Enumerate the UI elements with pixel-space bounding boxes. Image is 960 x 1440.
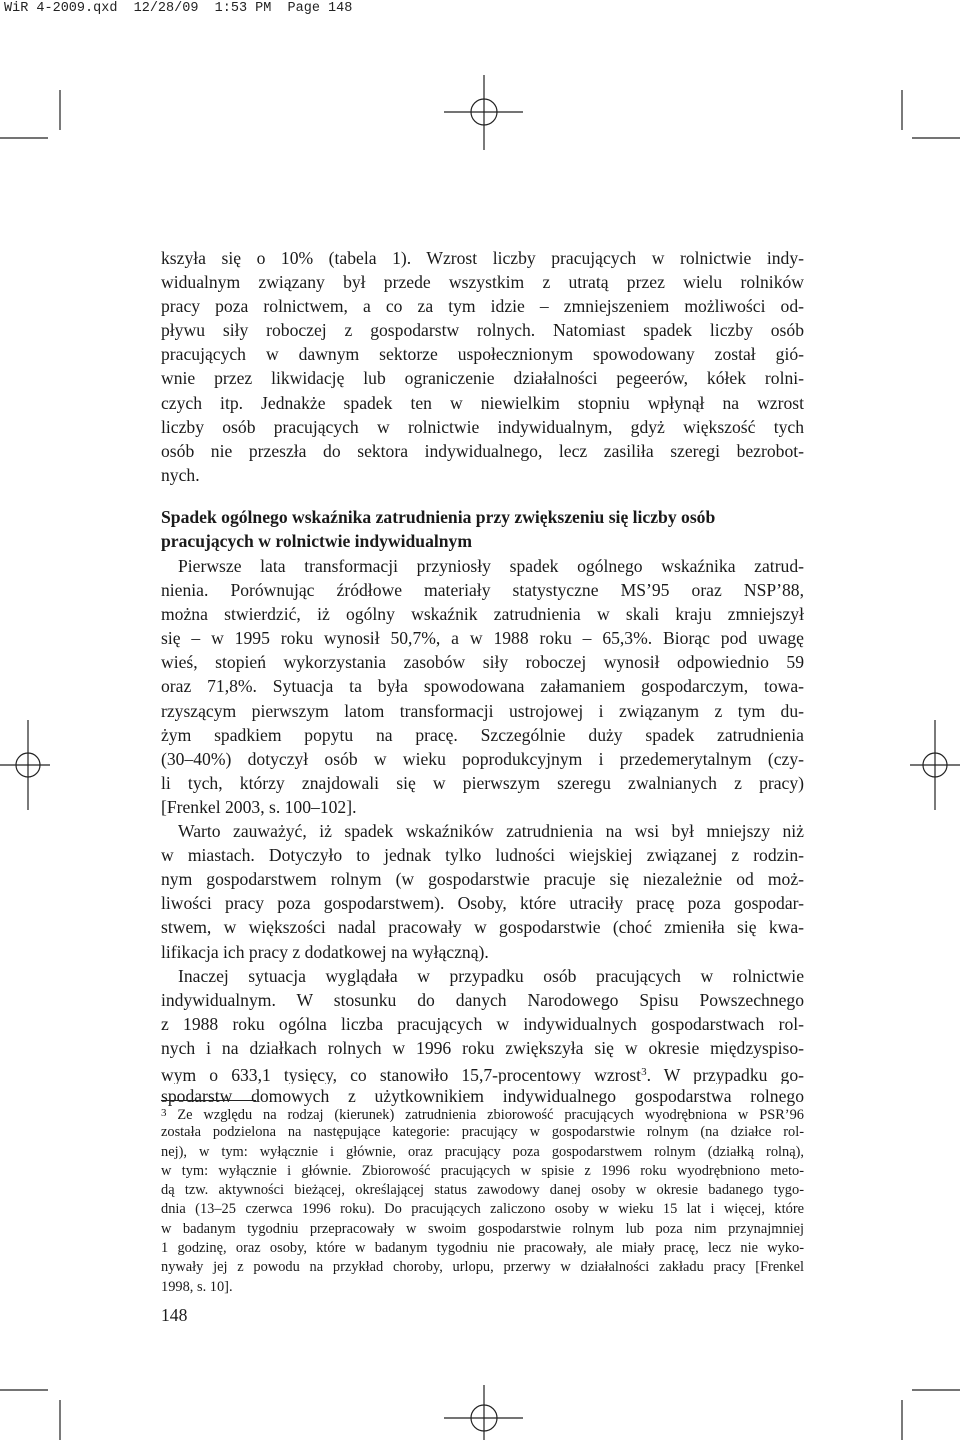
text-line: nych i na działkach rolnych w 1996 roku zwiększyła się w okresie międzyspiso-	[161, 1037, 804, 1058]
footnote-line: w badanym tygodniu przepracowały w swoim gospodarstwie rolnym lub poza nim przynajmniej	[161, 1220, 804, 1237]
text-line: nych.	[161, 464, 200, 485]
text-line: w miastach. Dotyczyło to jednak tylko ludności wiejskiej związanej z rodzin-	[161, 845, 804, 866]
footnote-line	[161, 1104, 804, 1123]
text-line: oraz 71,8%. Sytuacja ta była spowodowana załamaniem gospodarczym, towa-	[161, 676, 804, 697]
body-text-main	[161, 554, 804, 1108]
text-line: wnie przez likwidację lub ograniczenie działalności pegeerów, kółek rolni-	[161, 368, 804, 389]
text-line: wieś, stopień wykorzystania zasobów siły roboczej wynosił odpowiednio 59	[161, 652, 804, 673]
registration-mark-left	[0, 720, 50, 810]
text-line: nym gospodarstwem rolnym (w gospodarstwie pracuje się niezależnie od moż-	[161, 869, 804, 890]
text-line: Pierwsze lata transformacji przyniosły spadek ogólnego wskaźnika zatrud-	[178, 556, 804, 576]
page-number: 148	[161, 1305, 188, 1325]
text-line: (30–40%) dotyczył osób w wieku poprodukcyjnym i przedemerytalnym (czy-	[161, 748, 804, 769]
text-line: pływu siły roboczej z gospodarstw rolnych. Natomiast spadek liczby osób	[161, 320, 804, 341]
text-line: stwem, w większości nadal pracowały w gospodarstwie (choć zmieniła się kwa-	[161, 917, 804, 938]
body-text-top	[161, 246, 804, 487]
text-line: się – w 1995 roku wynosił 50,7%, a w 1988 roku – 65,3%. Biorąc pod uwagę	[161, 628, 804, 649]
text-line: lifikacja ich pracy z dodatkowej na wyłączną).	[161, 941, 489, 962]
footnote	[161, 1104, 804, 1297]
footnote-line: dą tzw. aktywności bieżącej, określającej status zawodowy danej osoby w okresie badanego tygo-	[161, 1182, 804, 1199]
footnote-line: w tym: wyłącznie i głównie. Zbiorowość pracujących w spisie z 1996 roku wyodrębniono meto-	[161, 1162, 804, 1179]
text-line: spodarstw domowych z użytkownikiem indywidualnego gospodarstwa rolnego	[161, 1086, 804, 1107]
text-line: Warto zauważyć, iż spadek wskaźników zatrudnienia na wsi był mniejszy niż	[178, 821, 804, 842]
text-line: li tych, którzy znajdowali się w pierwszym szeregu zwalnianych z pracy)	[161, 772, 804, 793]
text-line: widualnym związany był przede wszystkim z utratą przez wielu rolników	[161, 272, 804, 293]
footnote-number: 3	[161, 1107, 167, 1119]
text-line: liwości pracy poza gospodarstwem). Osoby, które utraciły pracę poza gospodar-	[161, 893, 804, 914]
text-line: nienia. Porównując źródłowe materiały statystyczne MS’95 oraz NSP’88,	[161, 580, 804, 601]
footnote-line: nej), w tym: wyłącznie i głównie, oraz pracujący poza gospodarstwem rolnym (działką rolną),	[161, 1143, 804, 1160]
text-line: kszyła się o 10% (tabela 1). Wzrost liczby pracujących w rolnictwie indy-	[161, 248, 804, 268]
text-fragment: Ze względu na rodzaj (kierunek) zatrudnienia zbiorowość pracujących wyodrębniona w PSR’96	[177, 1107, 804, 1123]
text-line	[161, 1060, 804, 1084]
text-line: rzyszącym pierwszym latom transformacji ustrojowej i związanym z tym du-	[161, 700, 804, 721]
heading-line: Spadek ogólnego wskaźnika zatrudnienia przy zwiększeniu się liczby osób	[161, 507, 716, 527]
text-line: indywidualnym. W stosunku do danych Narodowego Spisu Powszechnego	[161, 989, 804, 1010]
footnote-line: 1 godzinę, oraz osoby, które w badanym tygodniu nie pracowały, ale miały pracę, lecz nie wyko-	[161, 1240, 804, 1257]
footnote-line: została podzielona na następujące kategorie: pracujący w gospodarstwie rolnym (na działce rol-	[161, 1124, 804, 1141]
text-line: pracy poza rolnictwem, a co za tym idzie – zmniejszeniem możliwości od-	[161, 296, 804, 317]
text-line: [Frenkel 2003, s. 100–102].	[161, 796, 357, 817]
registration-mark-bottom	[0, 1385, 960, 1440]
registration-mark-top	[0, 75, 960, 150]
text-line: można stwierdzić, iż ogólny wskaźnik zatrudnienia w skali kraju zmniejszył	[161, 604, 804, 625]
heading-line: pracujących w rolnictwie indywidualnym	[161, 531, 473, 552]
text-line: pracujących w dawnym sektorze uspołecznionym spowodowany został gió-	[161, 344, 804, 365]
text-fragment: wym o 633,1 tysięcy, co stanowiło 15,7-procentowy wzrost	[161, 1064, 642, 1085]
footnote-line: 1998, s. 10].	[161, 1278, 233, 1295]
text-fragment: . W przypadku go-	[646, 1064, 804, 1085]
footnote-reference: 3	[641, 1065, 647, 1078]
file-slug: WiR 4-2009.qxd 12/28/09 1:53 PM Page 148	[4, 1, 353, 16]
registration-mark-right	[910, 720, 960, 810]
footnote-line: dnia (13–25 czerwca 1996 roku). Do pracujących zaliczono osoby w wieku 15 lat i więcej, które	[161, 1201, 804, 1218]
text-line: Inaczej sytuacja wyglądała w przypadku osób pracujących w rolnictwie	[178, 965, 804, 986]
text-line: żym spadkiem popytu na pracę. Szczególnie duży spadek zatrudnienia	[161, 724, 804, 745]
section-heading	[161, 505, 804, 553]
text-line: liczby osób pracujących w rolnictwie indywidualnym, gdyż większość tych	[161, 416, 804, 437]
text-line: osób nie przeszła do sektora indywidualnego, lecz zasiliła szeregi bezrobot-	[161, 440, 804, 461]
text-line: czych itp. Jednakże spadek ten w niewielkim stopniu wpłynął na wzrost	[161, 392, 804, 413]
footnote-line: nywały jej z powodu na przykład choroby, urlopu, przerwy w działalności zakładu pracy [Frenkel	[161, 1259, 804, 1276]
footnote-rule	[161, 1100, 256, 1101]
text-line: z 1988 roku ogólna liczba pracujących w indywidualnych gospodarstwach rol-	[161, 1013, 804, 1034]
